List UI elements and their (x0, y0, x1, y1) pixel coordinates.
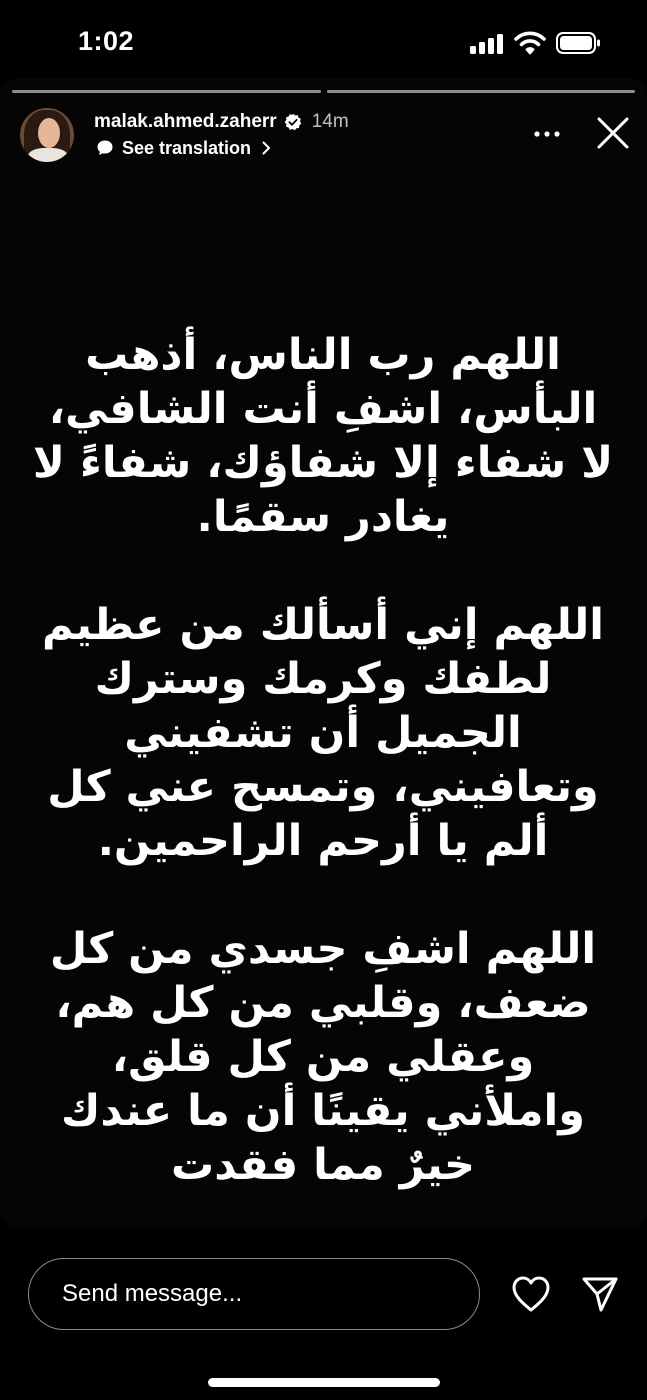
cellular-signal-icon (470, 32, 506, 54)
more-horizontal-icon[interactable] (532, 122, 562, 146)
progress-segment (12, 90, 321, 93)
see-translation-label: See translation (122, 137, 252, 158)
home-indicator (208, 1378, 440, 1387)
story-progress-bar (12, 90, 635, 93)
chevron-right-icon (259, 141, 273, 155)
heart-icon[interactable] (510, 1274, 552, 1314)
username[interactable]: malak.ahmed.zaherr (94, 111, 277, 132)
status-bar (0, 0, 647, 80)
story-text (28, 328, 618, 1228)
status-time: 1:02 (78, 26, 135, 56)
speech-bubble-icon (96, 139, 114, 157)
progress-segment (327, 90, 636, 93)
battery-icon (556, 31, 602, 55)
verified-badge-icon (284, 113, 302, 131)
story-paragraph-2: اللهم إني أسألك من عظيم لطفك وكرمك وسترك الجميل أن تشفيني وتعافيني، وتمسح عني كل ألم يا أرحم الراحمين. (41, 600, 605, 866)
close-icon[interactable] (596, 116, 630, 150)
story-card[interactable] (0, 78, 647, 1228)
send-message-placeholder: Send message... (62, 1280, 243, 1307)
story-header (94, 110, 349, 134)
story-timestamp: 14m (311, 111, 349, 132)
paper-plane-icon[interactable] (580, 1274, 620, 1314)
wifi-icon (514, 30, 546, 56)
story-paragraph-1: اللهم رب الناس، أذهب البأس، اشفِ أنت الشافي، لا شفاء إلا شفاؤك، شفاءً لا يغادر سقمًا. (32, 330, 614, 542)
message-bar (0, 1228, 647, 1400)
avatar[interactable] (20, 108, 74, 162)
story-paragraph-3: اللهم اشفِ جسدي من كل ضعف، وقلبي من كل هم، وعقلي من كل قلق، واملأني يقينًا أن ما عندك خيرٌ مما فقدت (49, 924, 597, 1190)
see-translation-link[interactable] (96, 137, 273, 159)
send-message-input[interactable] (28, 1258, 480, 1330)
